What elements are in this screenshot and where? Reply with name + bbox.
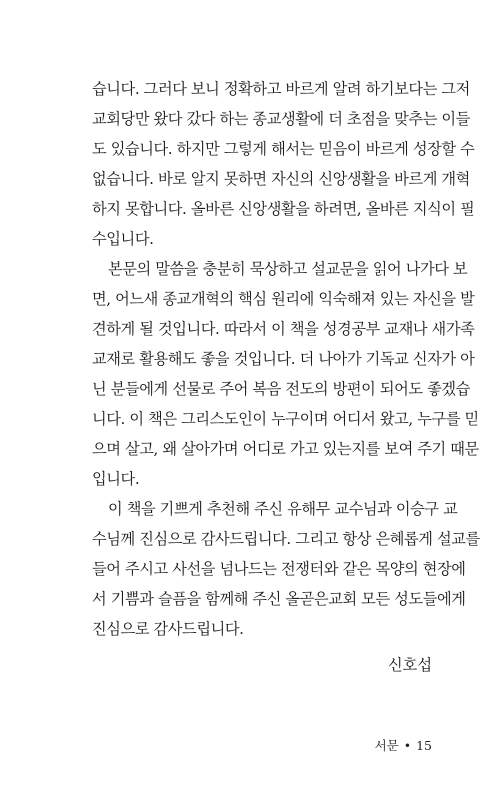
page-footer [375, 736, 432, 756]
text-line: 본문의 말씀을 충분히 묵상하고 설교문을 읽어 나가다 보 [108, 260, 468, 278]
text-line: 이 책을 기쁘게 추천해 주신 유해무 교수님과 이승구 교 [108, 500, 458, 518]
text-line: 교재로 활용해도 좋을 것입니다. 더 나아가 기독교 신자가 아 [92, 350, 475, 368]
text-line: 수입니다. [92, 230, 154, 248]
text-line: 견하게 될 것입니다. 따라서 이 책을 성경공부 교재나 새가족 [92, 320, 475, 338]
text-line: 하지 못합니다. 올바른 신앙생활을 하려면, 올바른 지식이 필 [92, 200, 475, 218]
text-line: 닌 분들에게 선물로 주어 복음 전도의 방편이 되어도 좋겠습 [92, 380, 470, 398]
text-line: 들어 주시고 사선을 넘나드는 전쟁터와 같은 목양의 현장에 [92, 560, 466, 578]
text-line: 없습니다. 바로 알지 못하면 자신의 신앙생활을 바르게 개혁 [92, 170, 470, 188]
bullet-separator: • [403, 738, 412, 753]
text-line: 도 있습니다. 하지만 그렇게 해서는 믿음이 바르게 성장할 수 [92, 140, 475, 158]
text-line: 습니다. 그러다 보니 정확하고 바르게 알려 하기보다는 그저 [92, 80, 470, 98]
text-line: 니다. 이 책은 그리스도인이 누구이며 어디서 왔고, 누구를 믿 [92, 410, 479, 428]
author-signature: 신호섭 [387, 656, 432, 674]
section-title: 서문 [374, 738, 399, 753]
text-line: 수님께 진심으로 감사드립니다. 그리고 항상 은혜롭게 설교를 [92, 530, 480, 548]
text-line: 입니다. [92, 470, 140, 488]
text-line: 면, 어느새 종교개혁의 핵심 원리에 익숙해져 있는 자신을 발 [92, 290, 475, 308]
text-line: 서 기쁨과 슬픔을 함께해 주신 올곧은교회 모든 성도들에게 [92, 590, 466, 608]
page-number: 15 [416, 738, 432, 753]
body-text [92, 74, 480, 644]
text-line: 진심으로 감사드립니다. [92, 620, 244, 638]
text-line: 교회당만 왔다 갔다 하는 종교생활에 더 초점을 맞추는 이들 [92, 110, 470, 128]
text-line: 으며 살고, 왜 살아가며 어디로 가고 있는지를 보여 주기 때문 [92, 440, 479, 458]
